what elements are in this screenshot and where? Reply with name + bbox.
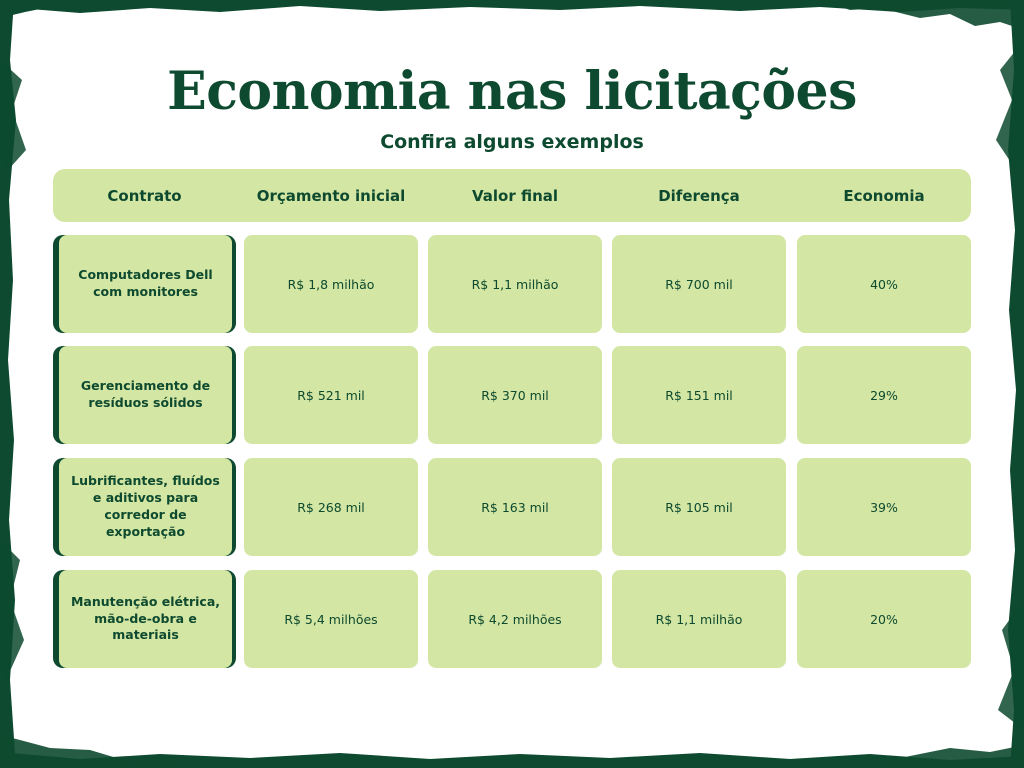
diferenca-cell: R$ 1,1 milhão bbox=[612, 570, 786, 668]
contract-cell bbox=[53, 570, 236, 668]
contract-cell bbox=[53, 346, 236, 444]
diferenca-cell: R$ 151 mil bbox=[612, 346, 786, 444]
table-row bbox=[53, 235, 971, 333]
valor-final-cell: R$ 370 mil bbox=[428, 346, 602, 444]
valor-final-cell: R$ 1,1 milhão bbox=[428, 235, 602, 333]
contract-name: Manutenção elétrica, mão-de-obra e materiais bbox=[59, 570, 232, 668]
orcamento-inicial-cell: R$ 5,4 milhões bbox=[244, 570, 418, 668]
economia-cell: 40% bbox=[797, 235, 971, 333]
economia-cell: 29% bbox=[797, 346, 971, 444]
table-row bbox=[53, 346, 971, 444]
header-valor-final: Valor final bbox=[471, 186, 559, 205]
diferenca-cell: R$ 700 mil bbox=[612, 235, 786, 333]
economia-cell: 20% bbox=[797, 570, 971, 668]
header-contrato: Contrato bbox=[107, 186, 182, 205]
valor-final-cell: R$ 163 mil bbox=[428, 458, 602, 556]
orcamento-inicial-cell: R$ 521 mil bbox=[244, 346, 418, 444]
contract-name: Lubrificantes, fluídos e aditivos para corredor de exportação bbox=[59, 458, 232, 556]
table-header bbox=[53, 169, 971, 222]
table-row bbox=[53, 458, 971, 556]
diferenca-cell: R$ 105 mil bbox=[612, 458, 786, 556]
contract-name: Computadores Dell com monitores bbox=[59, 235, 232, 333]
contract-cell bbox=[53, 235, 236, 333]
header-economia: Economia bbox=[843, 186, 925, 205]
header-orcamento-inicial: Orçamento inicial bbox=[256, 186, 406, 205]
contract-name: Gerenciamento de resíduos sólidos bbox=[59, 346, 232, 444]
header-diferenca: Diferença bbox=[658, 186, 740, 205]
economia-cell: 39% bbox=[797, 458, 971, 556]
table-row bbox=[53, 570, 971, 668]
page-title: Economia nas licitações bbox=[167, 61, 857, 122]
valor-final-cell: R$ 4,2 milhões bbox=[428, 570, 602, 668]
orcamento-inicial-cell: R$ 268 mil bbox=[244, 458, 418, 556]
contract-cell bbox=[53, 458, 236, 556]
page-subtitle: Confira alguns exemplos bbox=[380, 131, 644, 153]
orcamento-inicial-cell: R$ 1,8 milhão bbox=[244, 235, 418, 333]
